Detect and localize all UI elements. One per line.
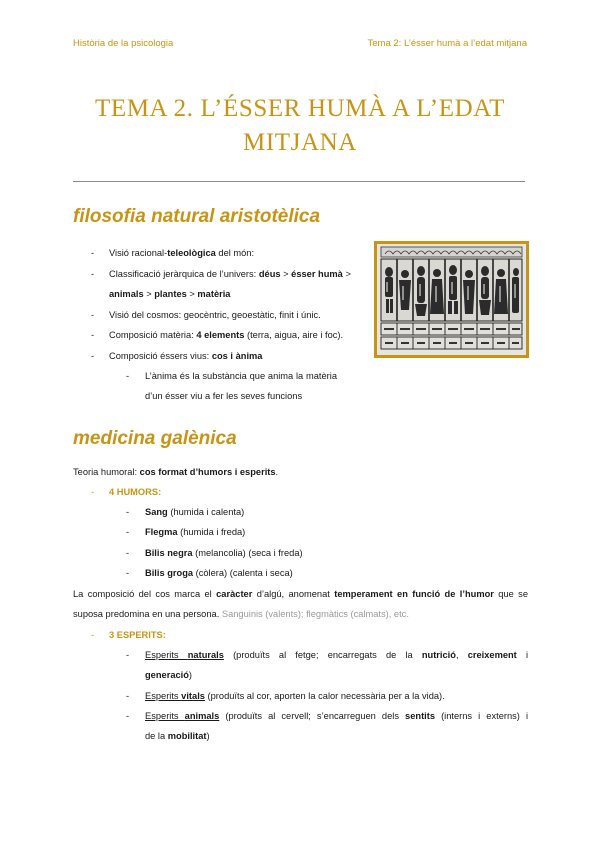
sub-bullet-soul: L’ànima és la substància que anima la matèria [145,371,337,381]
bullet-dash: - [91,269,95,279]
page-title [73,92,527,160]
sub-bullet-dash: - [126,371,130,381]
humor-item: Flegma (humida i freda) [145,527,246,537]
page-header [73,38,527,52]
header-chapter-title: Tema 2: L’ésser humà a l’edat mitjana [367,38,527,49]
header-course-title: Història de la psicologia [73,38,174,49]
title-divider [73,181,525,182]
sub-bullet-dash: - [126,691,130,701]
temperament-paragraph-cont: suposa predomina en una persona. Sanguinis (valents); flegmàtics (calmats), etc. [73,609,409,619]
spirit-item-animal: Esperits animals (produïts al cervell; s’encarreguen dels sentits (interns i externs) i [145,711,529,721]
page-title-line2: MITJANA [243,129,357,156]
spirit-item-natural-cont: generació) [145,670,193,680]
bullet-hierarchy-cont: animals > plantes > matèria [109,289,231,299]
sub-bullet-dash: - [126,568,130,578]
sub-bullet-dash: - [126,650,130,660]
bullet-dash: - [91,248,95,258]
page-title-line1: TEMA 2. L’ÉSSER HUMÀ A L’EDAT [94,95,506,122]
spirit-item-natural: Esperits naturals (produïts al fetge; encarregats de la nutrició, creixement i [145,650,529,660]
humor-item: Sang (humida i calenta) [145,507,245,517]
sub-bullet-dash: - [126,548,130,558]
temperament-paragraph: La composició del cos marca el caràcter d’algú, anomenat temperament en funció de l’humor que se [73,589,529,599]
humors-label: 4 HUMORS: [109,487,162,497]
bullet-cosmos: Visió del cosmos: geocèntric, geoestàtic, finit i únic. [109,310,321,320]
spirit-item-animal-cont: de la mobilitat) [145,731,210,741]
humor-item: Bilis negra (melancolia) (seca i freda) [145,548,303,558]
sub-bullet-dash: - [126,711,130,721]
spirits-label: 3 ESPERITS: [109,630,166,640]
bullet-dash: - [91,330,95,340]
bullet-dash: - [91,487,95,497]
bullet-dash: - [91,310,95,320]
medieval-cosmos-image [374,241,529,358]
sub-bullet-dash: - [126,527,130,537]
sub-bullet-dash: - [126,507,130,517]
section-heading-aristotelian: filosofia natural aristotèlica [73,206,321,227]
section-heading-galenic: medicina galènica [73,428,237,449]
sub-bullet-soul-cont: d’un ésser viu a fer les seves funcions [145,391,303,401]
humor-item: Bilis groga (còlera) (calenta i seca) [145,568,293,578]
bullet-matter: Composició matèria: 4 elements (terra, aigua, aire i foc). [109,330,344,340]
bullet-hierarchy: Classificació jeràrquica de l’univers: déus > ésser humà > [109,269,351,279]
bullet-living-beings: Composició éssers vius: cos i ànima [109,351,263,361]
bullet-teleological: Visió racional-teleològica del món: [109,248,255,258]
spirit-item-vital: Esperits vitals (produïts al cor, aporten la calor necessària per a la vida). [145,691,445,701]
medieval-cosmos-woodcut-icon [377,244,526,355]
bullet-dash: - [91,630,95,640]
bullet-dash: - [91,351,95,361]
humoral-theory-intro: Teoria humoral: cos format d’humors i esperits. [73,467,279,477]
